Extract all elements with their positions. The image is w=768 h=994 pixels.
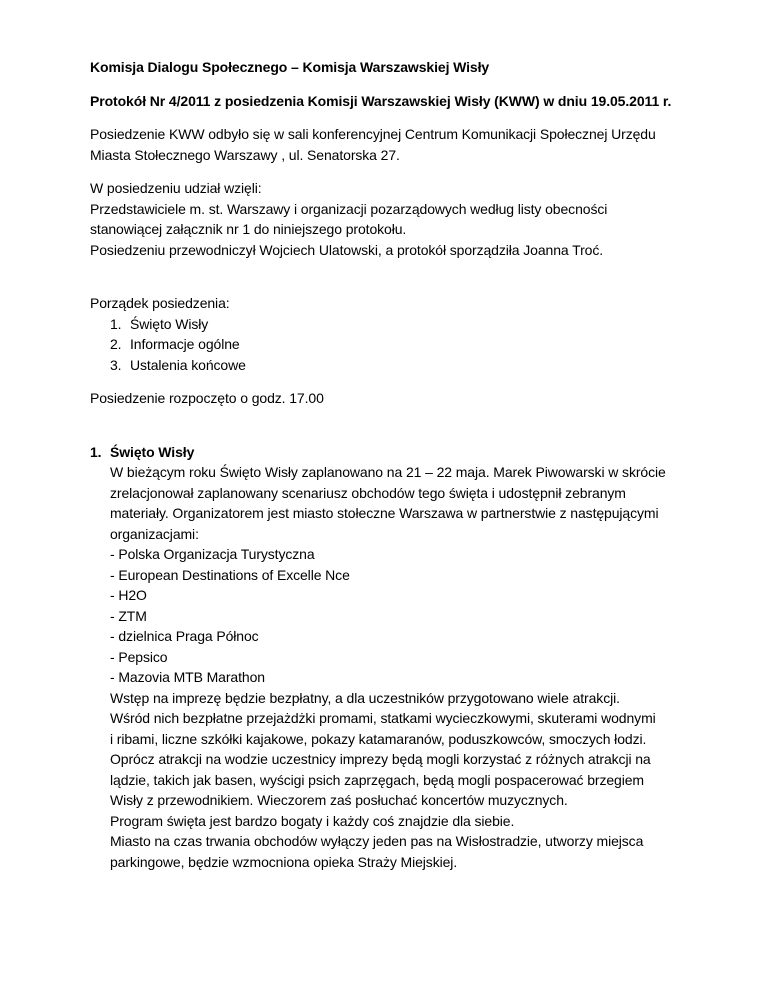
agenda-item <box>110 334 728 355</box>
agenda-item <box>110 314 728 335</box>
section-1-line: W bieżącym roku Święto Wisły zaplanowano na 21 – 22 maja. Marek Piwowarski w skrócie <box>110 464 666 480</box>
section-1-line: Program święta jest bardzo bogaty i każdy coś znajdzie dla siebie. <box>110 812 515 829</box>
partner-list-item: - H2O <box>110 587 147 603</box>
attendance-line: W posiedzeniu udział wzięli: <box>90 180 262 196</box>
section-1-line: Miasto na czas trwania obchodów wyłączy jeden pas na Wisłostradzie, utworzy miejsca <box>110 833 644 849</box>
agenda-item-label: Ustalenia końcowe <box>130 356 246 373</box>
section-1-number: 1. <box>90 443 102 460</box>
section-1-line: Wśród nich bezpłatne przejażdżki promami, statkami wycieczkowymi, skuterami wodnymi <box>110 710 656 726</box>
section-1-line: parkingowe, będzie wzmocniona opieka Straży Miejskiej. <box>110 853 458 870</box>
partner-list-item: - Pepsico <box>110 648 168 665</box>
section-1-title <box>90 442 728 463</box>
attendance-line: Przedstawiciele m. st. Warszawy i organizacji pozarządowych według listy obecności <box>90 200 608 217</box>
section-1-line: lądzie, takich jak basen, wyścigi psich zaprzęgach, będą mogli pospacerować brzegiem <box>110 771 644 788</box>
section-1-title-text: Święto Wisły <box>110 443 195 460</box>
agenda-item-number: 3. <box>110 356 122 373</box>
agenda-item <box>110 355 728 376</box>
agenda-title: Porządek posiedzenia: <box>90 295 230 311</box>
section-1-line: Oprócz atrakcji na wodzie uczestnicy imprezy będą mogli korzystać z różnych atrakcji na <box>110 751 651 767</box>
section-1-line: Wisły z przewodnikiem. Wieczorem zaś posłuchać koncertów muzycznych. <box>110 792 568 808</box>
venue-paragraph <box>90 124 728 165</box>
partner-list-item: - Polska Organizacja Turystyczna <box>110 546 315 562</box>
partner-list-item: - Mazovia MTB Marathon <box>110 669 265 685</box>
attendance-line: Posiedzeniu przewodniczył Wojciech Ulatowski, a protokół sporządziła Joanna Troć. <box>90 241 604 258</box>
partner-list-item: - European Destinations of Excelle Nce <box>110 566 350 583</box>
agenda-item-label: Informacje ogólne <box>130 336 240 352</box>
partner-list-item: - dzielnica Praga Północ <box>110 628 259 644</box>
partner-list-item: - ZTM <box>110 607 147 624</box>
protocol-title: Protokół Nr 4/2011 z posiedzenia Komisji Warszawskiej Wisły (KWW) w dniu 19.05.2011 r. <box>90 92 672 109</box>
agenda-item-label: Święto Wisły <box>130 315 209 332</box>
section-1-line: Wstęp na imprezę będzie bezpłatny, a dla uczestników przygotowano wiele atrakcji. <box>110 689 620 706</box>
venue-line: Posiedzenie KWW odbyło się w sali konferencyjnej Centrum Komunikacji Społecznej Urzędu <box>90 126 656 142</box>
agenda-item-number: 1. <box>110 315 122 332</box>
section-1-line: materiały. Organizatorem jest miasto stołeczne Warszawa w partnerstwie z następującymi <box>110 505 659 521</box>
agenda-item-number: 2. <box>110 336 122 352</box>
section-1-line: organizacjami: <box>110 525 199 542</box>
venue-line: Miasta Stołecznego Warszawy , ul. Senatorska 27. <box>90 146 400 163</box>
agenda <box>90 293 728 375</box>
agenda-list <box>90 314 728 376</box>
section-1-body <box>90 462 728 872</box>
document-heading: Komisja Dialogu Społecznego – Komisja Warszawskiej Wisły <box>90 59 490 75</box>
attendance-paragraph <box>90 178 728 260</box>
attendance-line: stanowiącej załącznik nr 1 do niniejszego protokołu. <box>90 221 407 237</box>
start-time: Posiedzenie rozpoczęto o godz. 17.00 <box>90 390 324 406</box>
section-1-line: i ribami, liczne szkółki kajakowe, pokazy katamaranów, poduszkowców, smoczych łodzi. <box>110 730 647 747</box>
section-1-line: zrelacjonował zaplanowany scenariusz obchodów tego święta i udostępnił zebranym <box>110 484 626 501</box>
